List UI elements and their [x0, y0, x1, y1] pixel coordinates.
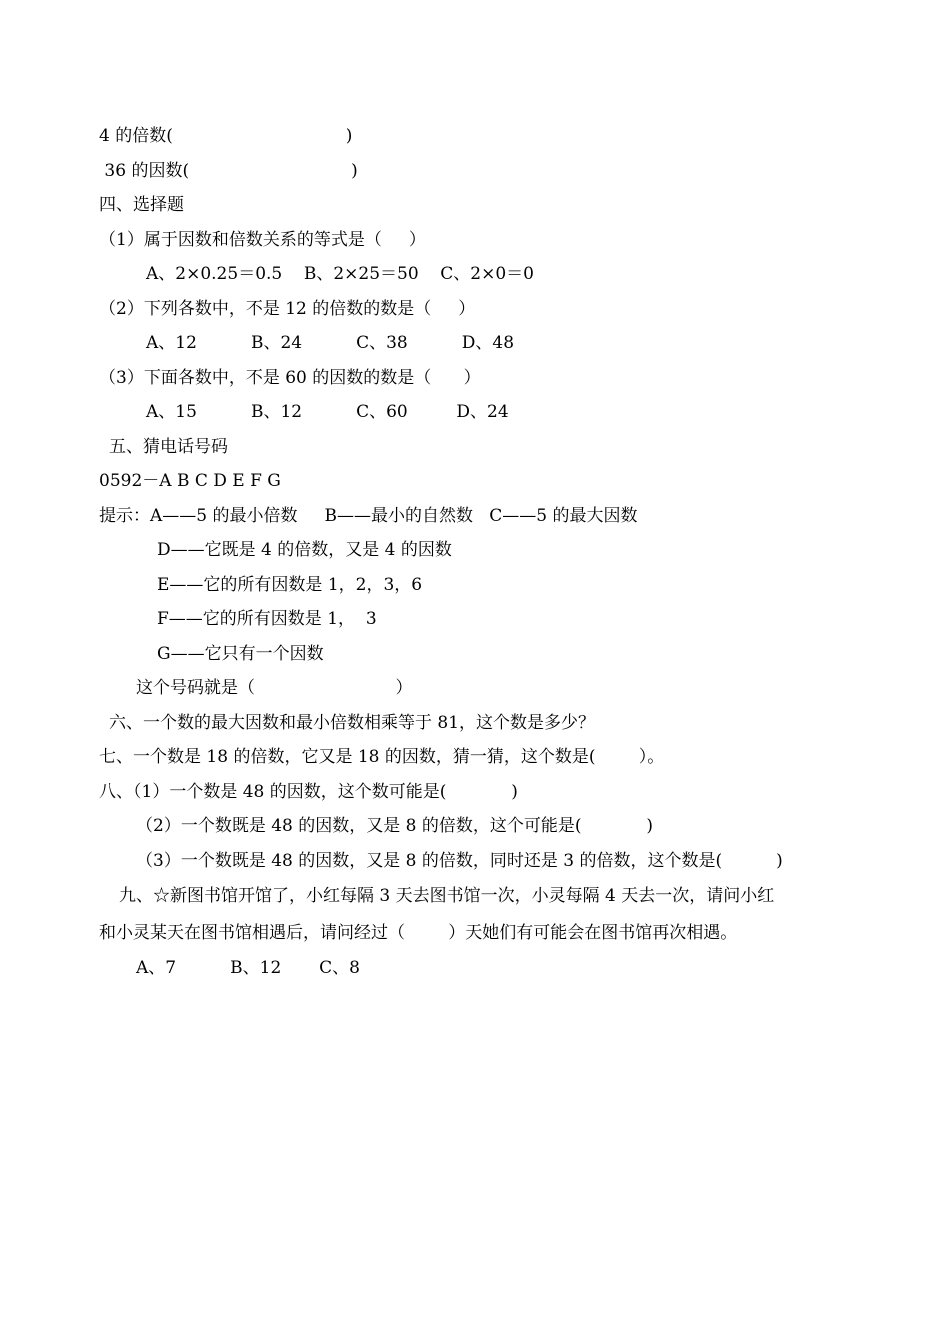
q4-3-question: （3）下面各数中，不是 60 的因数的数是（ ）	[99, 368, 481, 388]
phone-answer-line: 这个号码就是（ ）	[136, 678, 413, 698]
section-8-part-2: （2）一个数既是 48 的因数，又是 8 的倍数，这个可能是( )	[136, 816, 653, 836]
line-multiples-of-4: 4 的倍数( )	[99, 126, 353, 146]
section-4-heading: 四、选择题	[99, 195, 184, 215]
section-5-heading: 五、猜电话号码	[109, 437, 228, 457]
section-9-options: A、7 B、12 C、8	[136, 958, 360, 978]
hint-d: D——它既是 4 的倍数，又是 4 的因数	[157, 540, 452, 560]
q4-1-question: （1）属于因数和倍数关系的等式是（ ）	[99, 230, 426, 250]
section-9-question-line-2: 和小灵某天在图书馆相遇后，请问经过（ ）天她们有可能会在图书馆再次相遇。	[99, 923, 738, 943]
section-6-question: 六、一个数的最大因数和最小倍数相乘等于 81，这个数是多少？	[109, 713, 596, 733]
q4-2-options: A、12 B、24 C、38 D、48	[146, 333, 515, 353]
hint-f: F——它的所有因数是 1， 3	[157, 609, 377, 629]
hint-a-b-c: 提示：A——5 的最小倍数 B——最小的自然数 C——5 的最大因数	[99, 506, 638, 526]
section-7-question: 七、一个数是 18 的倍数，它又是 18 的因数，猜一猜，这个数是( ）。	[99, 747, 665, 767]
hint-e: E——它的所有因数是 1，2，3，6	[157, 575, 423, 595]
q4-3-options: A、15 B、12 C、60 D、24	[146, 402, 509, 422]
q4-2-question: （2）下列各数中，不是 12 的倍数的数是（ ）	[99, 299, 476, 319]
section-8-part-3: （3）一个数既是 48 的因数，又是 8 的倍数，同时还是 3 的倍数，这个数是( )	[136, 851, 783, 871]
line-factors-of-36: 36 的因数( )	[99, 161, 358, 181]
section-8-part-1: 八、（1）一个数是 48 的因数，这个数可能是( )	[99, 782, 518, 802]
section-9-question-line-1: 九、☆新图书馆开馆了，小红每隔 3 天去图书馆一次，小灵每隔 4 天去一次，请问小红	[119, 886, 775, 906]
q4-1-options: A、2×0.25＝0.5 B、2×25＝50 C、2×0＝0	[146, 264, 534, 284]
hint-g: G——它只有一个因数	[157, 644, 324, 664]
phone-number-pattern: 0592－A B C D E F G	[99, 471, 281, 491]
